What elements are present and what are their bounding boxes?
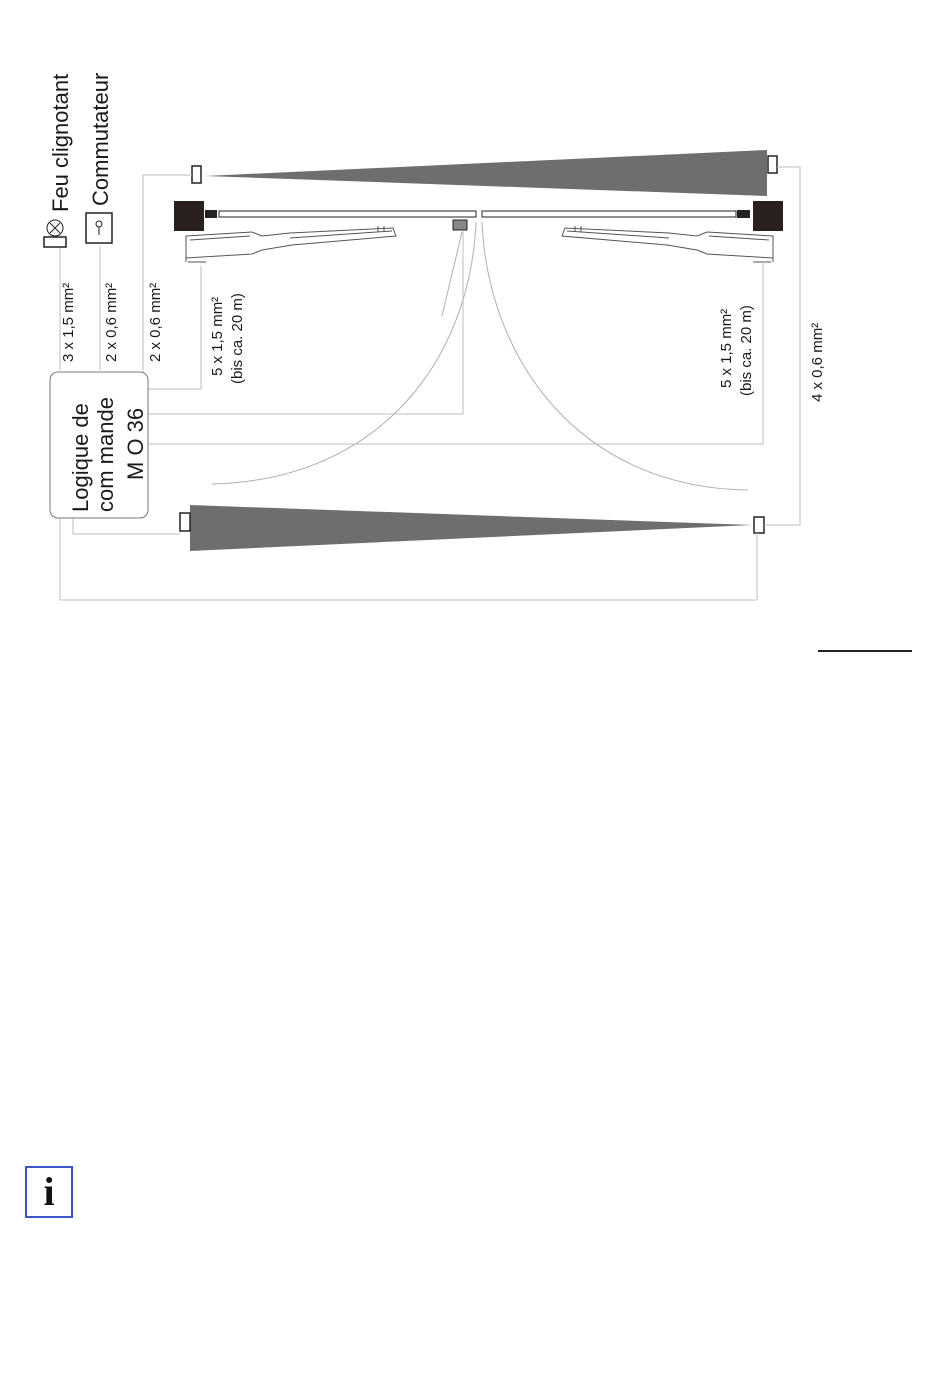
flashing-light-label: Feu clignotant — [48, 73, 73, 212]
control-unit-line3: M O 36 — [123, 407, 148, 480]
cable-label-flashing-light: 3 x 1,5 mm² — [60, 282, 77, 362]
control-unit-line2: com mande — [93, 397, 118, 512]
gate-leaf-left — [219, 211, 476, 217]
flashing-light-icon — [44, 220, 66, 247]
control-unit-line1: Logique de — [68, 403, 93, 512]
hinge-right — [737, 210, 750, 218]
stop-line — [442, 232, 462, 316]
photocell-top-right — [768, 156, 777, 173]
photocell-beam-top — [205, 150, 767, 196]
cable-label-switch: 2 x 0,6 mm² — [103, 282, 120, 362]
motor-arm-right — [562, 226, 773, 262]
switch-label: Commutateur — [88, 72, 113, 206]
cable-label-photocell-top: 2 x 0,6 mm² — [147, 282, 164, 362]
swing-arc-right — [482, 222, 748, 490]
photocell-bottom-left — [180, 513, 190, 531]
photocell-bottom-right — [754, 517, 764, 533]
gate-post-right — [753, 201, 783, 231]
photocell-top-left — [192, 166, 201, 183]
info-icon-glyph: i — [43, 1169, 55, 1214]
swing-arc-left — [212, 222, 476, 484]
cable-label-motor-left: 5 x 1,5 mm² — [209, 296, 226, 376]
motor-arm-left — [186, 226, 396, 262]
hinge-left — [205, 210, 217, 218]
gate-stop-block — [453, 220, 467, 230]
photocell-beam-bottom — [190, 505, 752, 551]
gate-leaf-right — [482, 211, 736, 217]
key-switch-icon — [86, 213, 112, 243]
gate-post-left — [174, 201, 204, 231]
info-icon — [25, 1166, 73, 1218]
cable-label-motor-right: 5 x 1,5 mm² — [718, 308, 735, 388]
cable-note-motor-left: (bis ca. 20 m) — [229, 293, 246, 384]
cable-label-photocell-right: 4 x 0,6 mm² — [809, 322, 826, 402]
section-rule — [818, 650, 912, 652]
cable-note-motor-right: (bis ca. 20 m) — [738, 305, 755, 396]
